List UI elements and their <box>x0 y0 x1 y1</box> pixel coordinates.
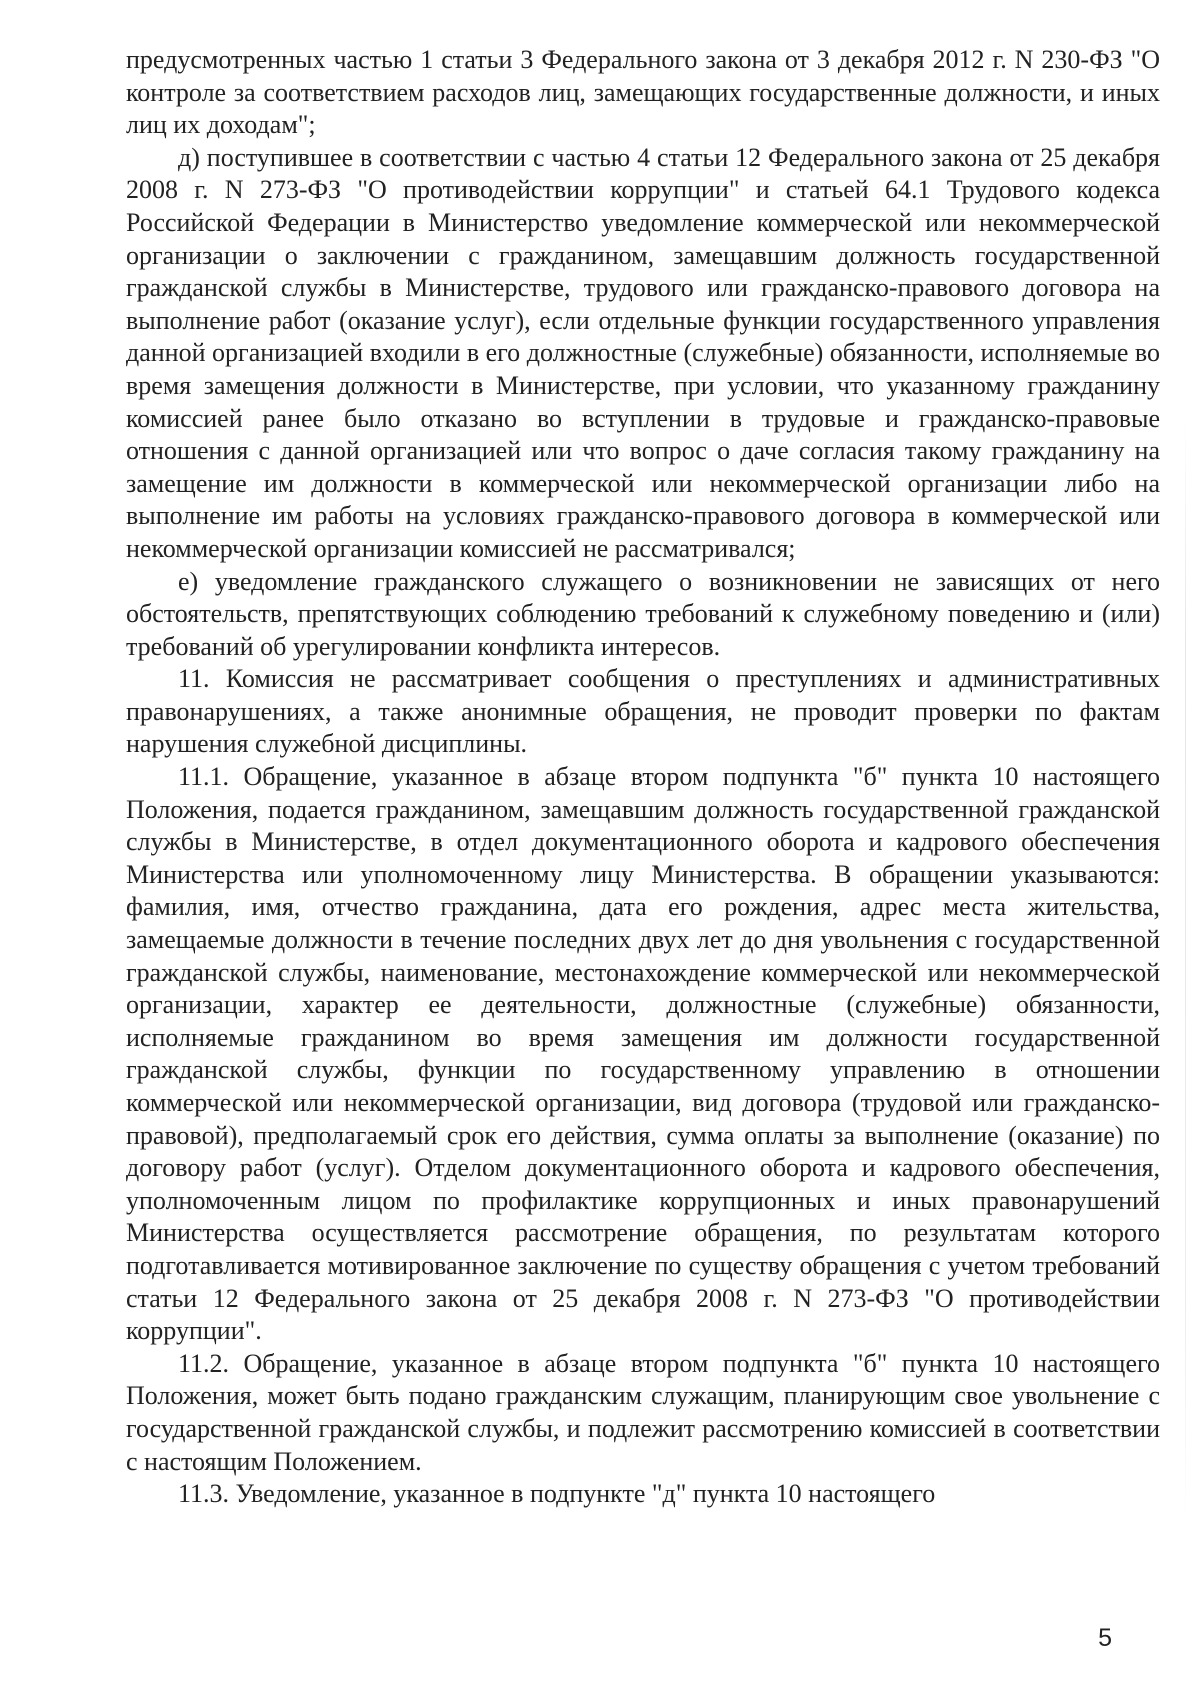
document-body <box>126 44 1160 1511</box>
paragraph-clause-11-1: 11.1. Обращение, указанное в абзаце втором подпункта "б" пункта 10 настоящего Положения, подается гражданином, замещавшим должность государственной гражданской службы в Министерстве, в отдел документационного оборота и кадрового обеспечения Министерства или уполномоченному лицу Министерства. В обращении указываются: фамилия, имя, отчество гражданина, дата его рождения, адрес места жительства, замещаемые должности в течение последних двух лет до дня увольнения с государственной гражданской службы, наименование, местонахождение коммерческой или некоммерческой организации, характер ее деятельности, должностные (служебные) обязанности, исполняемые гражданином во время замещения им должности государственной гражданской службы, функции по государственному управлению в отношении коммерческой или некоммерческой организации, вид договора (трудовой или гражданско-правовой), предполагаемый срок его действия, сумма оплаты за выполнение (оказание) по договору работ (услуг). Отделом документационного оборота и кадрового обеспечения, уполномоченным лицом по профилактике коррупционных и иных правонарушений Министерства осуществляется рассмотрение обращения, по результатам которого подготавливается мотивированное заключение по существу обращения с учетом требований статьи 12 Федерального закона от 25 декабря 2008 г. N 273-ФЗ "О противодействии коррупции". <box>126 762 1160 1346</box>
paragraph-item-e: е) уведомление гражданского служащего о возникновении не зависящих от него обстоятельств, препятствующих соблюдению требований к служебному поведению и (или) требований об урегулировании конфликта интересов. <box>126 566 1160 661</box>
paragraph-continuation: предусмотренных частью 1 статьи 3 Федерального закона от 3 декабря 2012 г. N 230-ФЗ "О контроле за соответствием расходов лиц, замещающих государственные должности, и иных лиц их доходам"; <box>126 45 1160 140</box>
page-number: 5 <box>1098 1624 1112 1652</box>
paragraph-clause-11-3: 11.3. Уведомление, указанное в подпункте "д" пункта 10 настоящего <box>178 1479 936 1509</box>
scan-edge-shadow <box>1185 420 1186 1520</box>
paragraph-item-d: д) поступившее в соответствии с частью 4 статьи 12 Федерального закона от 25 декабря 2008 г. N 273-ФЗ "О противодействии коррупции" и статьей 64.1 Трудового кодекса Российской Федерации в Министерство уведомление коммерческой или некоммерческой организации о заключении с гражданином, замещавшим должность государственной гражданской службы в Министерстве, трудового или гражданско-правового договора на выполнение работ (оказание услуг), если отдельные функции государственного управления данной организацией входили в его должностные (служебные) обязанности, исполняемые во время замещения должности в Министерстве, при условии, что указанному гражданину комиссией ранее было отказано во вступлении в трудовые и гражданско-правовые отношения с данной организацией или что вопрос о даче согласия такому гражданину на замещение им должности в коммерческой или некоммерческой организации либо на выполнение им работы на условиях гражданско-правового договора в коммерческой или некоммерческой организации комиссией не рассматривался; <box>126 142 1160 563</box>
paragraph-clause-11: 11. Комиссия не рассматривает сообщения о преступлениях и административных правонарушениях, а также анонимные обращения, не проводит проверки по фактам нарушения служебной дисциплины. <box>126 664 1160 759</box>
paragraph-clause-11-2: 11.2. Обращение, указанное в абзаце втором подпункта "б" пункта 10 настоящего Положения, может быть подано гражданским служащим, планирующим свое увольнение с государственной гражданской службы, и подлежит рассмотрению комиссией в соответствии с настоящим Положением. <box>126 1348 1160 1476</box>
